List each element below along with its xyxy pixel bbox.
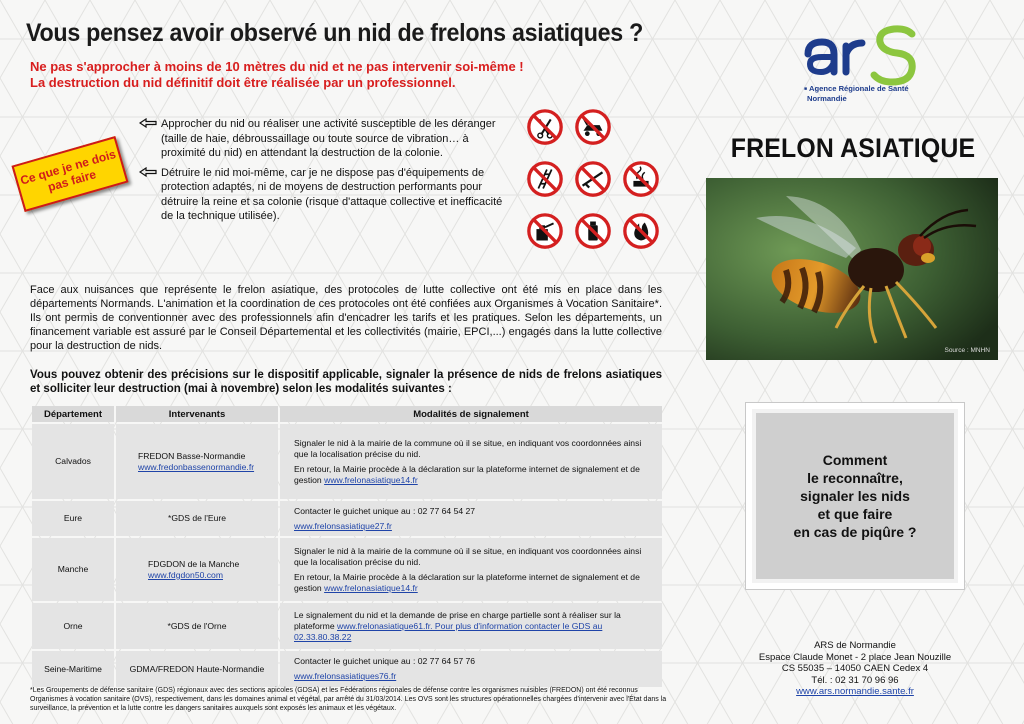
cell-modalites	[280, 501, 662, 536]
cell-intervenant	[116, 424, 278, 499]
cell-modalites	[280, 538, 662, 601]
no-shears-icon	[526, 108, 564, 146]
no-sprayer-icon	[526, 212, 564, 250]
table-row	[32, 603, 662, 649]
cell-departement: Calvados	[32, 424, 114, 499]
signalement-link[interactable]: www.frelonasiatique14.fr	[324, 474, 418, 485]
cell-intervenant: GDMA/FREDON Haute-Normandie	[116, 651, 278, 687]
cell-departement: Eure	[32, 501, 114, 536]
bullet-text: Détruire le nid moi-même, car je ne dispose pas d'équipements de protection adaptés, ni de moyens de destruction performants pour détruire la reine et sa colonie (risque d'attaque collective et inefficacité de la technique utilisée).	[161, 166, 503, 222]
modalite-text: Signaler le nid à la mairie de la commune où il se situe, en indiquant vos coordonnées ainsi que la localisation précise du nid.	[294, 437, 642, 459]
cell-departement: Manche	[32, 538, 114, 601]
hornet-photo	[706, 178, 998, 360]
modalite-text-part: Le signalement du nid et la demande de prise en charge partielle sont à réaliser sur la plateforme	[294, 609, 621, 631]
address-line: Espace Claude Monet - 2 place Jean Nouzille	[758, 651, 952, 663]
question-line: le reconnaître,	[807, 470, 903, 486]
page-title: Vous pensez avoir observé un nid de frelons asiatiques ?	[26, 19, 644, 47]
no-rifle-icon	[574, 160, 612, 198]
question-line: Comment	[822, 452, 888, 468]
question-line: signaler les nids	[800, 488, 910, 504]
modalite-text	[294, 610, 654, 643]
cell-departement: Seine-Maritime	[32, 651, 114, 687]
list-item	[137, 166, 509, 224]
no-fire-icon	[622, 212, 660, 250]
table-row	[32, 538, 662, 601]
frelon-title: FRELON ASIATIQUE	[730, 133, 976, 163]
question-text	[770, 451, 940, 541]
header-modalites: Modalités de signalement	[280, 406, 662, 422]
question-line: en cas de piqûre ?	[793, 524, 917, 540]
intro-bold-paragraph: Vous pouvez obtenir des précisions sur le dispositif applicable, signaler la présence de nids de frelons asiatiques et solliciter leur destruction (mai à novembre) selon les modalités suivantes :	[30, 369, 662, 395]
warning-line-2: La destruction du nid définitif doit être réalisée par un professionnel.	[30, 75, 456, 90]
footnote: *Les Groupements de défense sanitaire (GDS) régionaux avec des sections apicoles (GDSA) et les Fédérations régionales de défense contre les organismes nuisibles (FREDON) ont été reconnus Organismes à vocation sanitaire (OVS), respectivement, dans les domaines animal et végétal, par arrêté du 31/03/2014. Les OVS sont les structures opérationnelles chargées d'intervenir avec l'État dans la surveillance, la prévention et la lutte contre les dangers sanitaires auxquels sont exposés les animaux et les végétaux.	[30, 687, 667, 712]
header-intervenants: Intervenants	[116, 406, 278, 422]
cell-departement: Orne	[32, 603, 114, 649]
modalite-text-part: En retour, la Mairie procède à la déclaration sur la plateforme internet de signalement et de gestion	[294, 463, 640, 485]
modalite-text	[294, 464, 654, 486]
modalite-text-part: En retour, la Mairie procède à la déclaration sur la plateforme internet de signalement et de gestion	[294, 571, 640, 593]
ars-region-name: Normandie	[807, 94, 847, 103]
table-row	[32, 651, 662, 687]
modalite-text	[294, 671, 654, 682]
address-line: ARS de Normandie	[814, 640, 896, 651]
address-line: CS 55035 – 14050 CAEN Cedex 4	[781, 663, 929, 674]
cell-intervenant: *GDS de l'Eure	[116, 501, 278, 536]
list-item	[137, 117, 509, 161]
signalement-link[interactable]: www.frelonsasiatiques76.fr	[294, 671, 397, 681]
dont-do-list	[137, 117, 509, 229]
signalement-link[interactable]: www.frelonasiatique14.fr	[324, 582, 418, 593]
table-header-row	[32, 406, 662, 422]
cell-modalites	[280, 603, 662, 649]
modalite-text: Contacter le guichet unique au : 02 77 64 54 27	[294, 505, 476, 516]
modalite-text	[294, 521, 654, 532]
ars-agency-name: ■ Agence Régionale de Santé	[804, 84, 909, 93]
ars-website-link[interactable]: www.ars.normandie.sante.fr	[796, 686, 914, 697]
warning-text	[30, 59, 630, 91]
arrow-bullet-icon	[139, 118, 157, 128]
header-departement: Département	[32, 406, 114, 422]
prohibition-icons	[522, 108, 662, 250]
question-line: et que faire	[817, 506, 893, 522]
cell-intervenant	[116, 538, 278, 601]
modalite-text: Contacter le guichet unique au : 02 77 64 57 76	[294, 656, 476, 666]
hornet-illustration-icon	[706, 178, 998, 360]
arrow-bullet-icon	[139, 167, 157, 177]
ars-logo	[800, 24, 922, 104]
intro-paragraph: Face aux nuisances que représente le frelon asiatique, des protocoles de lutte collective ont été mis en place dans les départements Normands. L'animation et la coordination de ces protocoles ont été confiées aux Organismes à Vocation Sanitaire*. Ils ont permis de conventionner avec des professionnels afin d'encadrer les tarifs et les pratiques. Selon les départements, un financement variable est assuré par le Conseil Départemental et les collectivités (mairie, EPCI,...) engagés dans la lutte collective pour la destruction de nids.	[30, 284, 662, 352]
ars-address	[740, 640, 970, 698]
table-row	[32, 501, 662, 536]
cell-modalites	[280, 424, 662, 499]
warning-line-1: Ne pas s'approcher à moins de 10 mètres du nid et ne pas intervenir soi-même !	[30, 59, 524, 74]
no-smoke-icon	[622, 160, 660, 198]
question-box-inner	[756, 413, 954, 579]
question-box	[745, 402, 965, 590]
signalement-table	[30, 404, 664, 689]
dont-do-badge: Ce que je ne dois pas faire	[11, 136, 128, 212]
photo-source: Source : MNHN	[944, 347, 990, 354]
table-row	[32, 424, 662, 499]
cell-modalites	[280, 651, 662, 687]
ars-wordmark-icon	[800, 24, 922, 86]
no-ladder-icon	[526, 160, 564, 198]
intervenant-name: FDGDON de la Manche	[148, 558, 240, 569]
intervenant-link[interactable]: www.fdgdon50.com	[148, 569, 223, 580]
signalement-link[interactable]: www.frelonasiatique61.fr. Pour plus d'information contacter le GDS au 02.33.80.38.22	[294, 620, 603, 642]
ars-logo-text	[804, 84, 909, 103]
modalite-text	[294, 572, 654, 594]
intervenant-link[interactable]: www.fredonbassenormandie.fr	[138, 461, 255, 472]
bullet-text: Approcher du nid ou réaliser une activité susceptible de les déranger (taille de haie, débroussaillage ou toute source de vibration… à proximité du nid) en attendant la destruction de la colonie.	[161, 118, 496, 159]
signalement-link[interactable]: www.frelonsasiatique27.fr	[294, 520, 392, 531]
no-spray-can-icon	[574, 212, 612, 250]
intervenant-name: FREDON Basse-Normandie	[138, 450, 246, 461]
address-line: Tél. : 02 31 70 96 96	[811, 674, 899, 686]
modalite-text: Signaler le nid à la mairie de la commune où il se situe, en indiquant vos coordonnées ainsi que la localisation précise du nid.	[294, 545, 642, 567]
no-mower-icon	[574, 108, 612, 146]
cell-intervenant: *GDS de l'Orne	[116, 603, 278, 649]
